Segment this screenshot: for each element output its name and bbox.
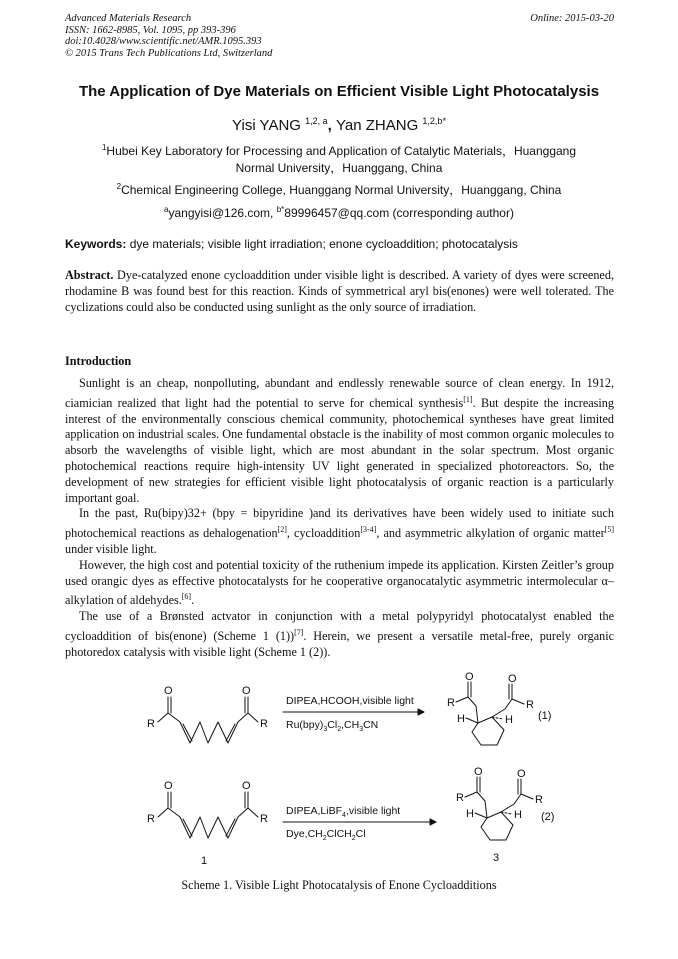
r1-product-r-right: R: [526, 699, 534, 711]
journal-issn: ISSN: 1662-8985, Vol. 1095, pp 393-396: [65, 24, 236, 36]
journal-doi: doi:10.4028/www.scientific.net/AMR.1095.393: [65, 36, 262, 47]
author-1: Yisi YANG: [232, 117, 306, 134]
email-a: yangyisi@126.com,: [168, 206, 277, 220]
paper-title: The Application of Dye Materials on Efficient Visible Light Photocatalysis: [78, 83, 600, 100]
citation-6: [6]: [181, 592, 192, 602]
keywords-label: Keywords:: [65, 237, 127, 251]
abstract-label: Abstract.: [65, 268, 114, 282]
intro-p4-text-b: . Herein, we present a versatile metal-free, purely organic photoredox catalysis with visible light (Scheme 1 (2)).: [65, 629, 614, 659]
r2-product-h-right: H: [514, 809, 522, 821]
r2-product-oxygen-left: O: [474, 766, 483, 778]
r1-r-right: R: [260, 718, 268, 730]
r1-oxygen-left: O: [164, 685, 173, 697]
author-2: Yan ZHANG: [336, 117, 423, 134]
citation-2: [2]: [277, 525, 287, 535]
intro-p1-text: Sunlight is an cheap, nonpolluting, abundant and endlessly renewable source of clean energy. In 1912, ciamician realized that light had the potential to serve for chemical synthesis: [65, 376, 614, 410]
citation-5: [5]: [604, 525, 615, 535]
r1-oxygen-right: O: [242, 685, 251, 697]
journal-copyright: © 2015 Trans Tech Publications Ltd, Switzerland: [65, 47, 273, 59]
author-1-sup: 1,2, a: [305, 116, 328, 126]
r1-product-r-left: R: [447, 697, 455, 709]
author-2-sup: 1,2,b*: [422, 116, 446, 126]
intro-p3-text-b: .: [191, 593, 195, 608]
intro-p3-text: However, the high cost and potential toxicity of the ruthenium impede its application. Kirsten Zeitler’s group used orangic dyes as effective photocatalysts for he cooperative organocatalytic asymmetric intermolecular α–alkylation of aldehydes.: [65, 557, 614, 608]
r2-oxygen-right: O: [242, 780, 251, 792]
reaction-2-substrate: [158, 792, 258, 838]
reaction-2-number: (2): [541, 811, 555, 823]
citation-3-4: [3-4]: [360, 525, 377, 535]
intro-p1-text-cont: . But despite the increasing interest of the environmentally conscious chemical community, photochemical syntheses have great limited application on industrial scales. One fundamental obstacle is the inability of most common organic molecules to absorb the wavelengths of visible light, which are most abundant in the solar spectrum. Most organic photochemical reactions require high-intensity UV light generated in specialized photoreactors. So, the development of new strategies for efficient visible light photocatalysis of organic reaction is a particularly important goal.: [65, 395, 614, 505]
author-separator: ,: [327, 117, 336, 134]
scheme-caption: Scheme 1. Visible Light Photocatalysis of Enone Cycloadditions: [181, 878, 497, 892]
affiliation-2-sup: 2: [116, 182, 122, 191]
r2-r-right: R: [260, 813, 268, 825]
intro-p4-text: The use of a Brønsted actvator in conjunction with a metal polypyridyl photocatalyst enabled the cycloaddition of bis(enone) (Scheme 1 (1)): [65, 609, 614, 644]
intro-p2-text-b: , cycloaddition: [286, 526, 361, 541]
keywords-text: dye materials; visible light irradiation; enone cycloaddition; photocatalysis: [126, 237, 518, 251]
r1-product-oxygen-right: O: [508, 673, 517, 685]
r2-r-left: R: [147, 813, 155, 825]
reaction-1-substrate: [158, 697, 258, 743]
email-a-sup: a: [164, 205, 169, 214]
r1-r-left: R: [147, 718, 155, 730]
reaction-2-product: [465, 777, 533, 840]
reaction-1-product: [456, 682, 524, 745]
online-date: Online: 2015-03-20: [530, 13, 614, 24]
r2-product-r-right: R: [535, 794, 543, 806]
citation-1: [1]: [463, 394, 473, 404]
affiliation-1-line2: Normal University，Huanggang, China: [235, 161, 443, 175]
intro-p2-text: In the past, Ru(bipy)32+ (bpy = bipyridine )and its derivatives have been widely used to initiate such photochemical reactions as dehalogenation: [65, 506, 614, 541]
abstract-text: Dye-catalyzed enone cycloaddition under visible light is described. A variety of dyes were screened, rhodamine B was found best for this reaction. Kinds of symmetrical aryl bis(enones) were well tolerated. The cyclizations could also be conducted using sunlight as the only source of irradiation.: [65, 268, 614, 314]
compound-label-1: 1: [201, 855, 208, 867]
journal-name: Advanced Materials Research: [65, 13, 192, 24]
introduction-heading: Introduction: [65, 354, 132, 368]
r1-product-h-right: H: [505, 714, 513, 726]
email-b: 89996457@qq.com (corresponding author): [284, 206, 514, 220]
reaction-1-number: (1): [538, 710, 552, 722]
reaction-2-conditions-bottom: $Dye,CH_2ClCH_2Cl$: [286, 828, 366, 842]
r1-product-h-left: H: [457, 713, 465, 725]
affiliation-2-text: Chemical Engineering College, Huanggang Normal University，Huanggang, China: [121, 183, 562, 197]
r2-oxygen-left: O: [164, 780, 173, 792]
reaction-1-conditions-bottom: $Ru(bpy)_3Cl_2,CH_3CN$: [286, 719, 379, 733]
reaction-1-conditions-top: DIPEA,HCOOH,visible light: [286, 695, 414, 707]
r2-product-oxygen-right: O: [517, 768, 526, 780]
reaction-2-conditions-top: DIPEA,LiBF$_4$,visible light: [286, 805, 401, 819]
citation-7: [7]: [294, 628, 304, 638]
r2-product-h-left: H: [466, 808, 474, 820]
r1-product-oxygen-left: O: [465, 671, 474, 683]
affiliation-1-line1: Hubei Key Laboratory for Processing and Application of Catalytic Materials，Huanggang: [106, 144, 577, 158]
r2-product-r-left: R: [456, 792, 464, 804]
affiliation-1-sup: 1: [101, 143, 107, 152]
compound-label-3: 3: [493, 852, 500, 864]
email-b-sup: b*: [276, 205, 285, 214]
intro-p2-text-d: under visible light.: [65, 542, 157, 557]
intro-p2-text-c: , and asymmetric alkylation of organic matter: [376, 526, 605, 541]
